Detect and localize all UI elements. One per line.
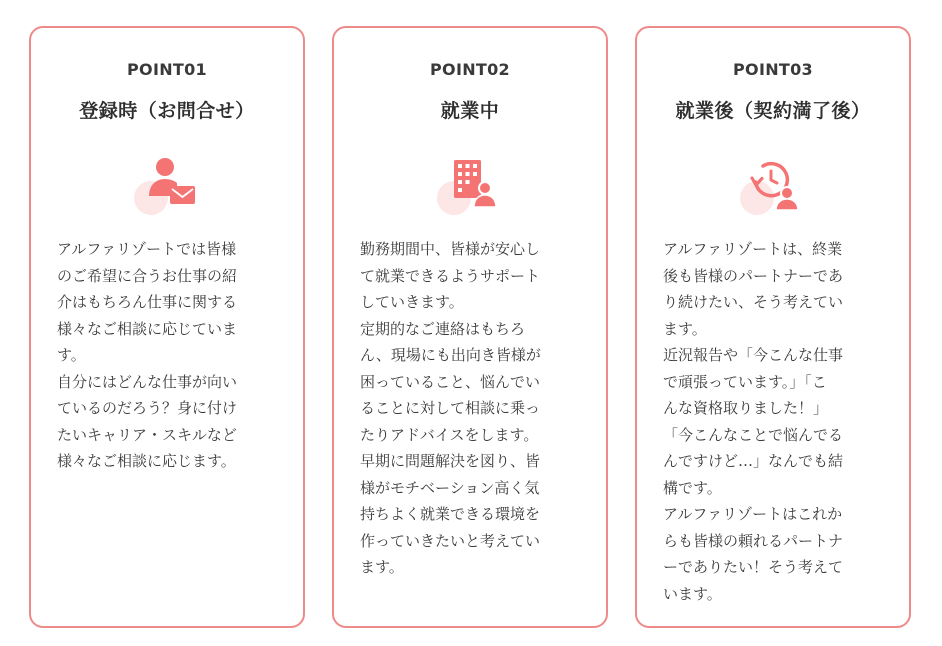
point-label: POINT03 xyxy=(733,60,813,79)
point-card-2 xyxy=(332,26,608,628)
point-title: 登録時（お問合せ） xyxy=(79,100,255,122)
point-label: POINT01 xyxy=(127,60,207,79)
point-title: 就業後（契約満了後） xyxy=(675,100,871,122)
user-mail-icon xyxy=(127,152,207,216)
point-description: 勤務期間中、皆様が安心し て就業できるようサポート していきます。 定期的なご連絡はもちろ ん、現場にも出向き皆様が 困っていること、悩んでい ることに対して相談に乗っ たりアドバイスをします。 早期に問題解決を図り、皆 様がモチベーション高く気 持ちよく就業できる環境を 作っていきたいと考えてい ます。 xyxy=(360,240,541,576)
point-description: アルファリゾートは、終業 後も皆様のパートナーであ り続けたい、そう考えてい ます。 近況報告や「今こんな仕事 で頑張っています。」「こ んな資格取りました！」 「今こんなことで悩んでる んですけど…」なんでも結 構です。 アルファリゾートはこれか らも皆様の頼れるパートナ ーでありたい！そう考えて います。 xyxy=(663,240,844,603)
office-building-user-icon xyxy=(430,152,510,216)
point-card-3 xyxy=(635,26,911,628)
history-clock-user-icon xyxy=(733,152,813,216)
point-description: アルファリゾートでは皆様 のご希望に合うお仕事の紹 介はもちろん仕事に関する 様々なご相談に応じていま す。 自分にはどんな仕事が向い ているのだろう？身に付け たいキャリア・スキルなど 様々なご相談に応じます。 xyxy=(57,240,238,470)
point-label: POINT02 xyxy=(430,60,510,79)
point-title: 就業中 xyxy=(440,100,500,122)
point-card-1 xyxy=(29,26,305,628)
